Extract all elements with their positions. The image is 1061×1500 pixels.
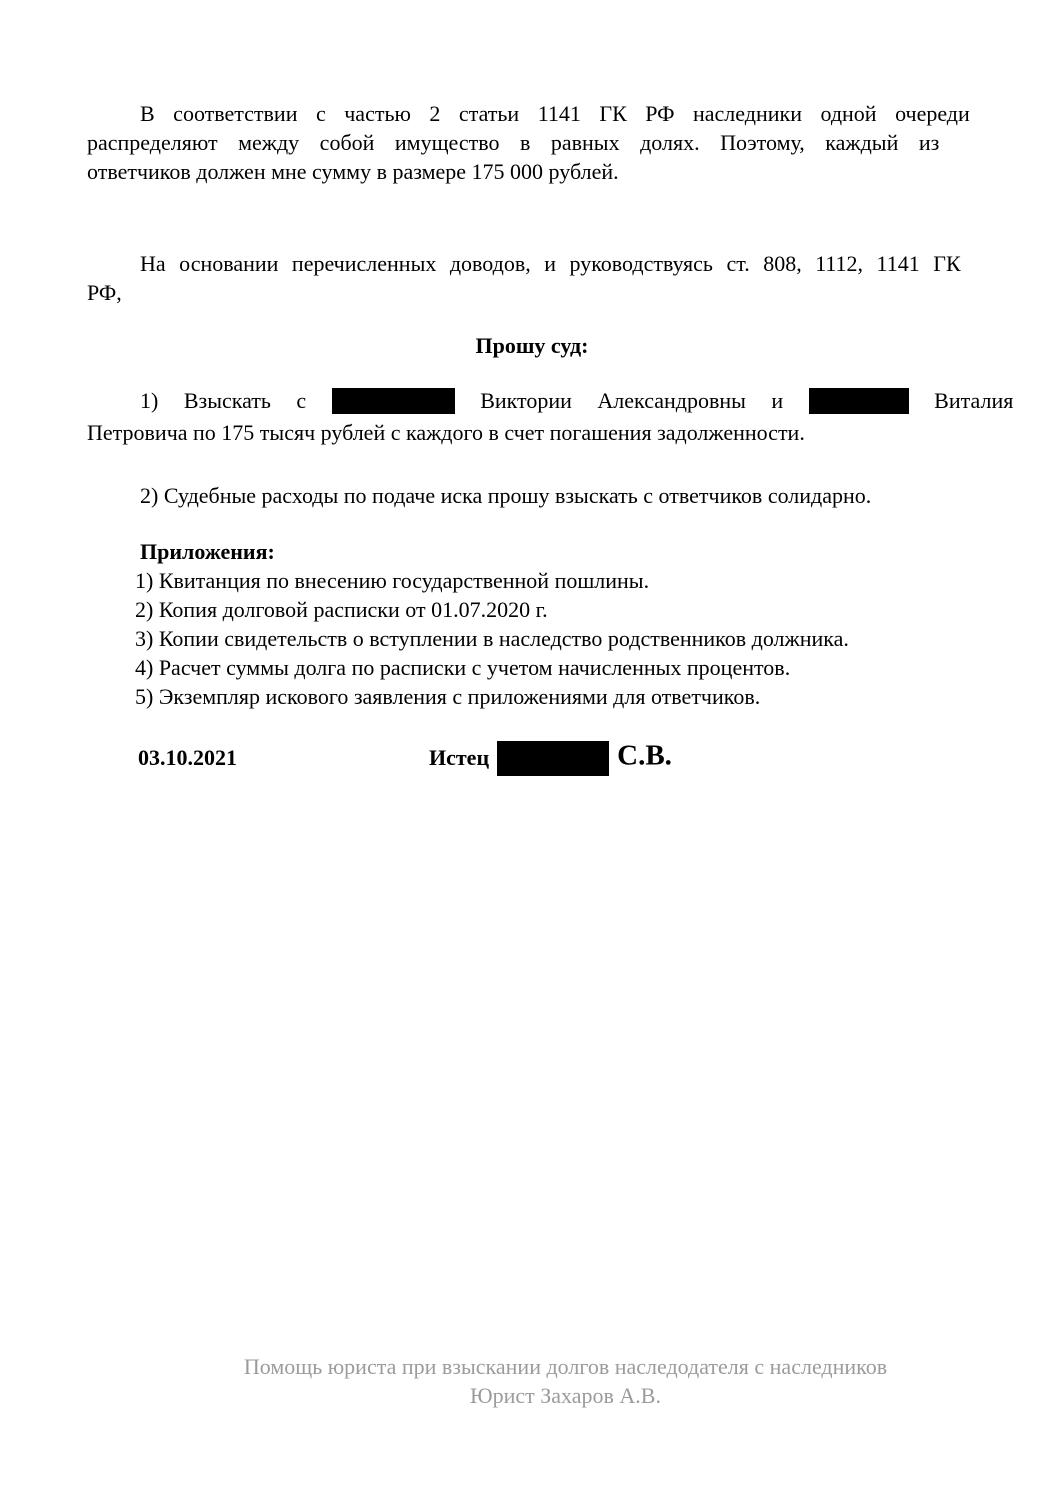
redacted-defendant-2-surname-box [809, 388, 909, 414]
paragraph-inheritance-line-2: распределяют между собой имущество в равных долях. Поэтому, каждый из [87, 130, 940, 155]
paragraph-inheritance-line-3: ответчиков должен мне сумму в размере 175 000 рублей. [87, 159, 619, 184]
paragraph-legal-basis-line-1: На основании перечисленных доводов, и руководствуясь ст. 808, 1112, 1141 ГК [140, 251, 961, 276]
attachment-item-3: 3) Копии свидетельств о вступлении в наследство родственников должника. [135, 625, 849, 651]
claim-1-text-end: Виталия [934, 388, 1014, 413]
attachments-list [87, 566, 977, 711]
paragraph-legal-basis [87, 249, 977, 307]
claim-item-2: 2) Судебные расходы по подаче иска прошу взыскать с ответчиков солидарно. [140, 482, 872, 508]
attachment-item-1: 1) Квитанция по внесению государственной пошлины. [135, 567, 650, 593]
paragraph-inheritance-shares [87, 99, 977, 186]
footer-service-line: Помощь юриста при взыскании долгов наследодателя с наследников [243, 1354, 888, 1379]
paragraph-inheritance-line-1: В соответствии с частью 2 статьи 1141 ГК РФ наследники одной очереди [140, 101, 970, 126]
claim-item-1 [87, 386, 1014, 447]
signature-row [87, 741, 977, 778]
footer-lawyer-line: Юрист Захаров А.В. [470, 1383, 661, 1408]
footer-watermark [70, 1352, 1061, 1410]
attachment-item-4: 4) Расчет суммы долга по расписки с учетом начисленных процентов. [135, 654, 791, 680]
attachment-item-5: 5) Экземпляр искового заявления с приложениями для ответчиков. [135, 683, 761, 709]
paragraph-legal-basis-line-2: РФ, [87, 280, 122, 305]
request-to-court-heading: Прошу суд: [475, 333, 589, 358]
claim-1-text-middle: Виктории Александровны и [480, 388, 784, 413]
redacted-plaintiff-surname-box [497, 741, 609, 776]
plaintiff-label: Истец [429, 744, 490, 770]
claim-item-1-line-2: Петровича по 175 тысяч рублей с каждого в счет погашения задолженности. [87, 419, 805, 445]
claim-item-1-line-1 [87, 386, 1014, 418]
plaintiff-initials: С.В. [617, 739, 672, 772]
attachments-heading: Приложения: [140, 538, 275, 564]
claim-1-text-start: 1) Взыскать с [140, 388, 307, 413]
attachment-item-2: 2) Копия долговой расписки от 01.07.2020 г. [135, 596, 548, 622]
redacted-defendant-1-surname-box [332, 388, 455, 414]
document-date: 03.10.2021 [138, 744, 237, 770]
